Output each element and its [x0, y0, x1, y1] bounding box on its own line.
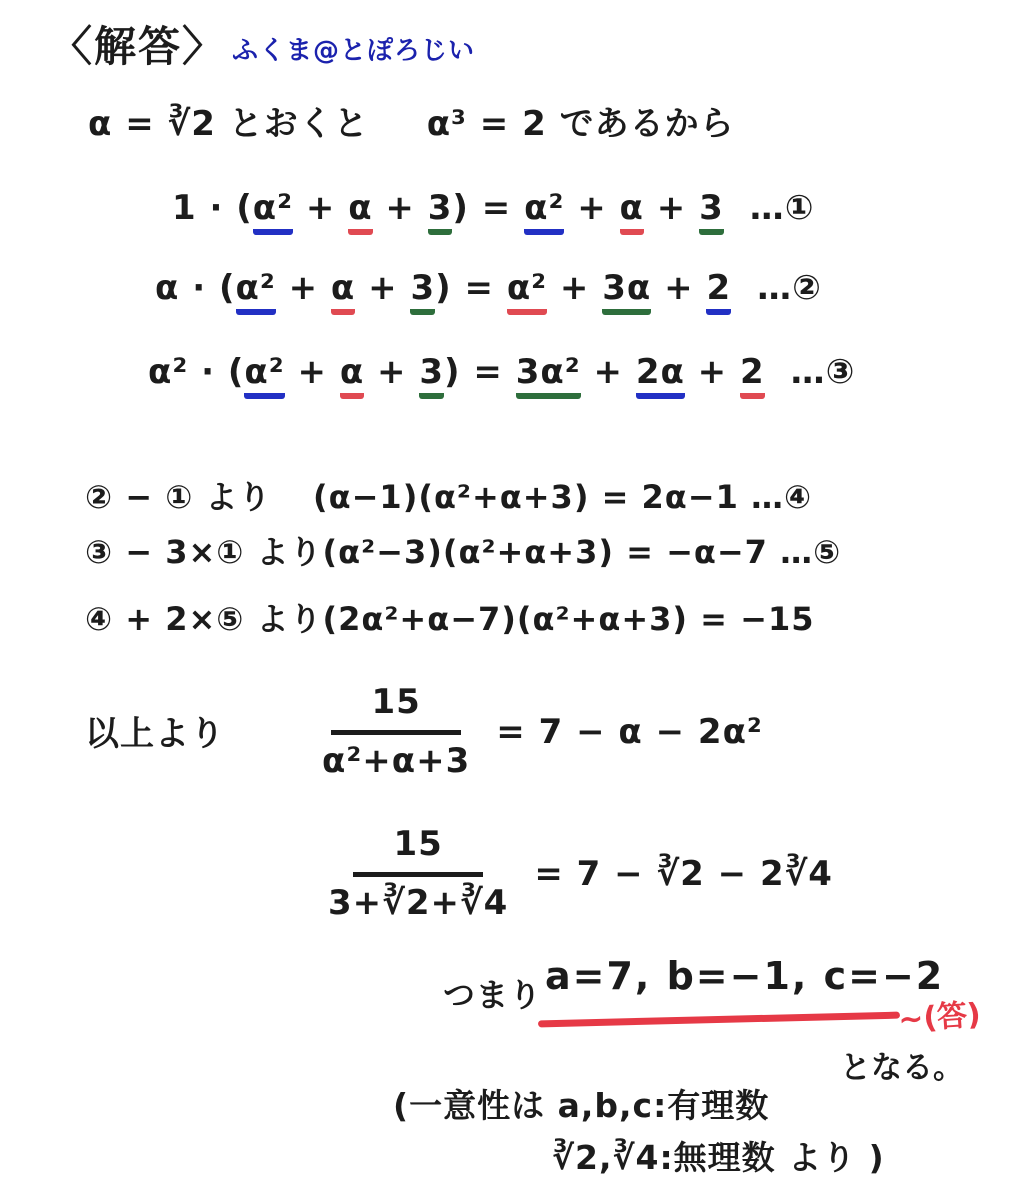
intro-line	[88, 96, 735, 145]
math-term-underlined-red: α	[340, 352, 364, 399]
math-term-underlined-red: α²	[507, 268, 547, 315]
equation-2-body	[155, 268, 731, 315]
math-text: +	[580, 352, 636, 392]
equation-1	[172, 188, 815, 228]
math-term-underlined-green: 3	[699, 188, 724, 235]
math-text: α² · (	[148, 352, 245, 392]
math-term-underlined-red: 2	[740, 352, 765, 399]
answer-values: a=7, b=−1, c=−2	[545, 954, 945, 998]
math-term-underlined-blue: 2α	[636, 352, 685, 399]
solution-heading: 〈解答〉	[50, 22, 227, 71]
math-term-underlined-green: 3	[419, 352, 444, 399]
derivation-final-expr: (2α²+α−7)(α²+α+3) = −15	[322, 600, 815, 638]
fraction-1-numerator: 15	[331, 682, 460, 735]
math-term-underlined-red: α	[331, 268, 355, 315]
fraction-2-rhs: = 7 − ∛2 − 2∛4	[534, 853, 833, 894]
math-text: +	[355, 268, 411, 308]
math-term-underlined-red: α	[348, 188, 372, 235]
equation-3	[148, 352, 855, 392]
derivation-5	[85, 527, 841, 573]
derivation-5-label: ③ − 3×① より	[85, 533, 323, 571]
equation-1-body	[172, 188, 724, 235]
math-term-underlined-blue: α²	[253, 188, 293, 235]
math-text: +	[643, 188, 700, 228]
math-text: +	[547, 268, 603, 308]
intro-cube-identity: α³ = 2 であるから	[426, 104, 735, 144]
fraction-1-rhs: = 7 − α − 2α²	[496, 711, 763, 752]
equation-1-tag: …①	[749, 188, 815, 228]
intro-substitution: α = ∛2 とおくと	[88, 104, 369, 144]
answer-suffix: となる。	[840, 1050, 964, 1086]
math-term-underlined-green: 3	[410, 268, 435, 315]
math-term-underlined-green: 3	[428, 188, 453, 235]
math-text: +	[275, 268, 331, 308]
derivation-5-expr: (α²−3)(α²+α+3) = −α−7 …⑤	[322, 533, 842, 571]
math-text: α · (	[155, 268, 236, 308]
math-text: ) =	[452, 188, 525, 228]
derivation-4	[85, 472, 812, 518]
fraction-2-denominator: 3+∛2+∛4	[328, 883, 509, 923]
conclusion-label: 以上より	[85, 714, 225, 754]
fraction-2-numerator: 15	[353, 824, 482, 877]
fraction-1-denominator: α²+α+3	[322, 741, 471, 781]
math-term-underlined-green: 3α²	[516, 352, 581, 399]
math-text: +	[293, 188, 349, 228]
author-handle: ふくま@とぽろじい	[232, 36, 476, 66]
derivation-final-label: ④ + 2×⑤ より	[85, 600, 323, 638]
derivation-final	[85, 594, 814, 640]
fraction-line-2	[328, 824, 833, 923]
fraction-1	[322, 682, 470, 781]
math-text: +	[364, 352, 420, 392]
derivation-4-expr: (α−1)(α²+α+3) = 2α−1 …④	[313, 478, 813, 516]
equation-2	[155, 268, 822, 308]
math-text: +	[684, 352, 740, 392]
equation-3-body	[148, 352, 765, 399]
derivation-4-label: ② − ① より	[85, 478, 272, 516]
math-term-underlined-blue: α²	[244, 352, 284, 399]
fraction-2	[328, 824, 508, 923]
math-term-underlined-blue: α²	[236, 268, 276, 315]
equation-3-tag: …③	[790, 352, 856, 392]
math-term-underlined-green: 3α	[602, 268, 651, 315]
math-text: +	[651, 268, 707, 308]
uniqueness-note-line-1: (一意性は a,b,c:有理数	[393, 1086, 770, 1125]
math-text: 1 · (	[172, 188, 253, 228]
math-term-underlined-blue: α²	[524, 188, 564, 235]
fraction-line-1	[322, 682, 763, 781]
answer-lead: つまり	[443, 976, 543, 1014]
math-text: ) =	[444, 352, 516, 392]
math-text: ) =	[435, 268, 507, 308]
answer-underline	[538, 1012, 900, 1028]
equation-2-tag: …②	[757, 268, 822, 308]
math-text: +	[564, 188, 620, 228]
math-term-underlined-red: α	[620, 188, 644, 235]
math-text: +	[372, 188, 428, 228]
answer-stamp: ~(答)	[897, 997, 982, 1038]
uniqueness-note-line-2: ∛2,∛4:無理数 より )	[552, 1138, 885, 1177]
math-text: +	[284, 352, 340, 392]
math-term-underlined-blue: 2	[706, 268, 731, 315]
